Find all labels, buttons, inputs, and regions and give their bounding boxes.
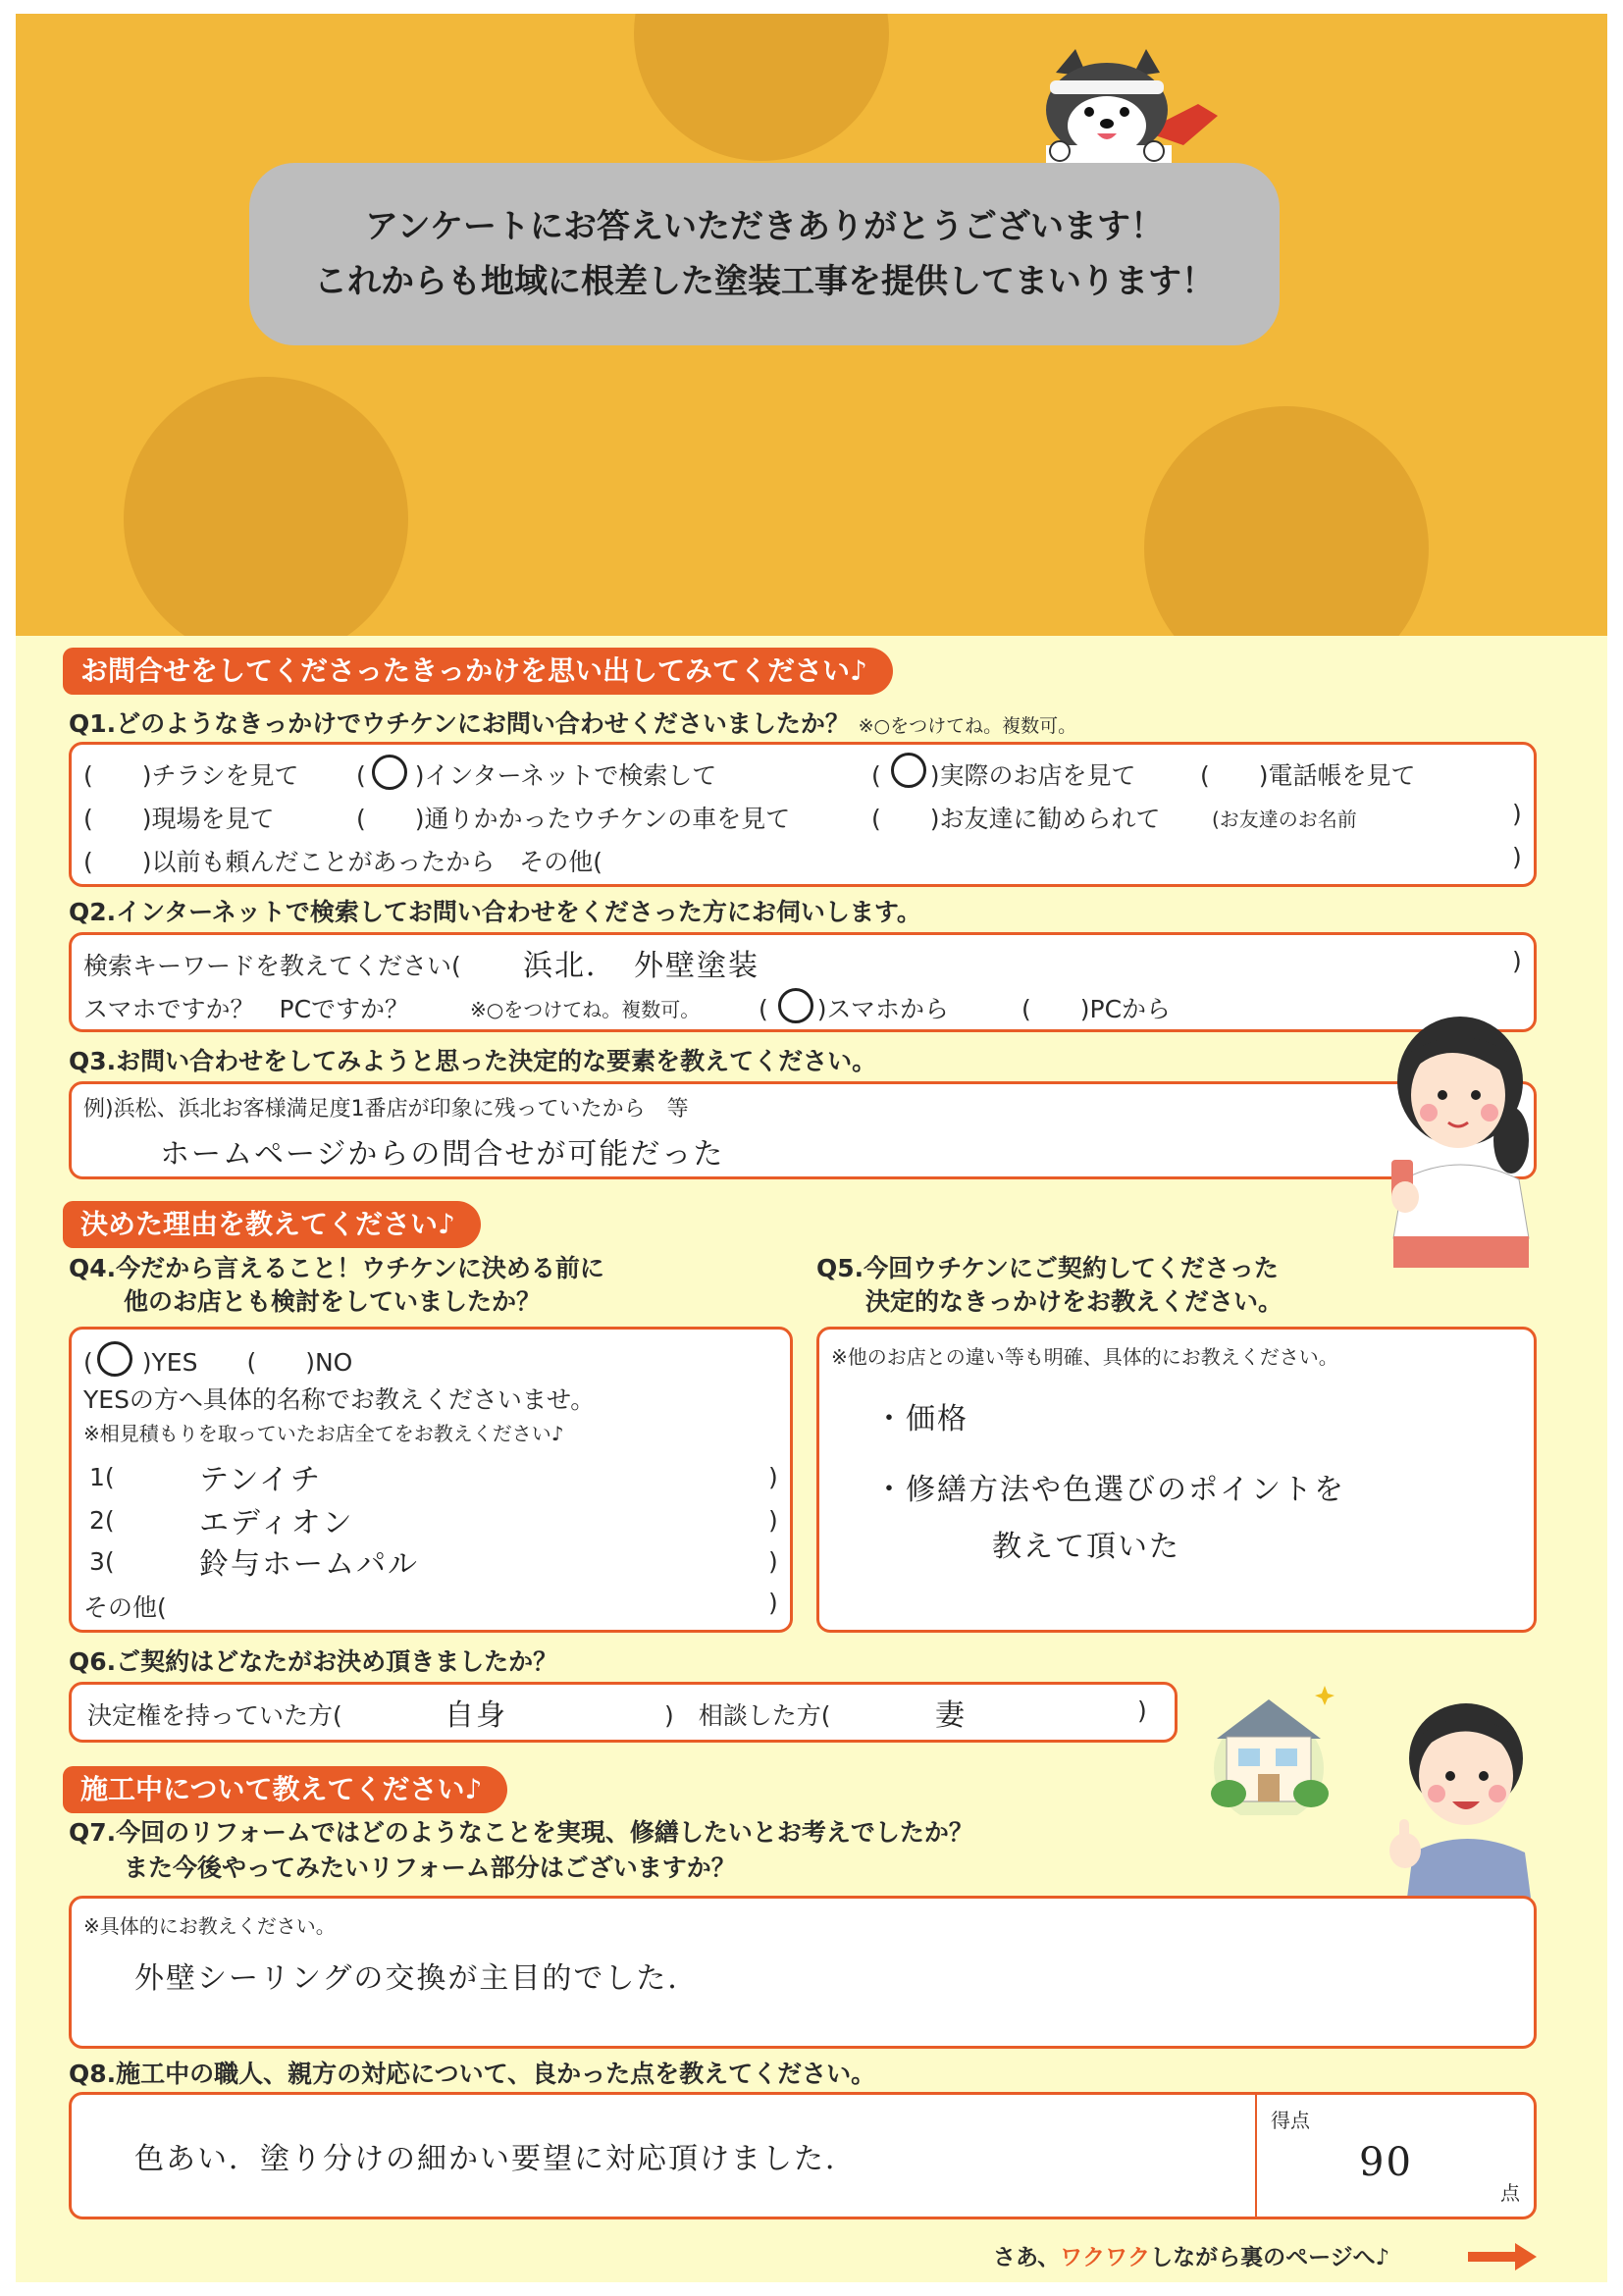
q1-friend-name-label: (お友達のお名前	[1212, 808, 1357, 831]
next-page-prompt	[993, 2239, 1389, 2271]
house-illustration	[1203, 1678, 1335, 1815]
woman-with-phone-illustration	[1382, 1013, 1539, 1268]
q6-title: Q6.ご契約はどなたがお決め頂きましたか？	[69, 1647, 558, 1676]
q1-bracket: )	[1512, 800, 1522, 828]
q7-note: ※具体的にお教えください。	[83, 1914, 336, 1938]
score-unit: 点	[1500, 2181, 1520, 2205]
q8-title: Q8.施工中の職人、親方の対応について、良かった点を教えてください。	[69, 2060, 876, 2088]
q4-bracket: )	[768, 1547, 778, 1576]
q1-note: ※○をつけてね。複数可。	[858, 715, 1077, 737]
q4-row-3-label: 3(	[89, 1547, 115, 1576]
q2-keyword-value: 浜北． 外壁塗装	[523, 949, 759, 983]
q4-competitor-2: エディオン	[199, 1506, 354, 1540]
q7-title	[69, 1815, 973, 1886]
q5-answer-line-2: ・修繕方法や色選びのポイントを	[874, 1473, 1345, 1507]
next-page-prefix: さあ、	[993, 2245, 1061, 2270]
q3-title: Q3.お問い合わせをしてみようと思った決定的な要素を教えてください。	[69, 1047, 877, 1075]
decor-dot	[124, 377, 408, 636]
q6-answer-box	[69, 1682, 1178, 1743]
section-heading-inquiry: お問合せをしてくださったきっかけを思い出してみてください♪	[63, 648, 893, 695]
selected-mark-icon	[778, 988, 813, 1023]
q2-bracket: )	[1512, 947, 1522, 975]
q1-option-friend: ( )お友達に勧められて	[871, 805, 1161, 833]
q7-answer-box	[69, 1896, 1537, 2049]
next-page-suffix: しながら裏のページへ♪	[1150, 2245, 1390, 2270]
q5-answer-line-3: 教えて頂いた	[992, 1530, 1180, 1564]
selected-mark-icon	[97, 1341, 132, 1377]
q2-device-label: スマホですか？ PCですか？	[83, 995, 410, 1023]
q2-keyword-label: 検索キーワードを教えてください(	[83, 952, 461, 980]
q6-bracket: )	[1137, 1696, 1147, 1725]
q5-note: ※他のお店との違い等も明確、具体的にお教えください。	[831, 1345, 1338, 1369]
q1-title-text: Q1.どのようなきっかけでウチケンにお問い合わせくださいましたか？	[69, 709, 850, 738]
q1-option-previous: ( )以前も頼んだことがあったから その他(	[83, 848, 603, 876]
q2-option-smartphone: ( )スマホから	[759, 995, 950, 1023]
q4-other-label: その他(	[83, 1593, 167, 1622]
section-heading-reason: 決めた理由を教えてください♪	[63, 1201, 481, 1248]
man-thumbs-up-illustration	[1387, 1696, 1535, 1898]
q1-answer-box	[69, 742, 1537, 887]
q5-answer-box	[816, 1327, 1537, 1633]
q6-consult-label: ) 相談した方(	[664, 1701, 831, 1730]
banner-line-1: アンケートにお答えいただきありがとうございます！	[365, 207, 1164, 246]
q6-decider-value: 自身	[445, 1698, 507, 1733]
q5-title-line-2: 決定的なきっかけをお教えください。	[865, 1287, 1283, 1316]
q8-answer-box	[69, 2092, 1537, 2219]
q2-answer-box	[69, 932, 1537, 1032]
selected-mark-icon	[891, 753, 926, 788]
arrow-right-icon	[1468, 2243, 1537, 2270]
q2-option-pc: ( )PCから	[1021, 995, 1172, 1023]
q7-title-line-1: Q7.今回のリフォームではどのようなことを実現、修繕したいとお考えでしたか？	[69, 1818, 973, 1847]
q3-answer-box	[69, 1081, 1537, 1179]
q2-device-note: ※○をつけてね。複数可。	[470, 998, 701, 1021]
q4-bracket: )	[768, 1463, 778, 1491]
next-page-highlight: ワクワク	[1060, 2245, 1151, 2270]
q4-row-1-label: 1(	[89, 1463, 115, 1491]
q3-example: 例)浜松、浜北お客様満足度1番店が印象に残っていたから 等	[83, 1097, 689, 1122]
q4-competitor-1: テンイチ	[199, 1463, 322, 1497]
q5-title-line-1: Q5.今回ウチケンにご契約してくださった	[816, 1254, 1279, 1282]
q4-row-2-label: 2(	[89, 1506, 115, 1535]
q7-title-line-2: また今後やってみたいリフォーム部分はございますか？	[124, 1853, 736, 1882]
q4-competitor-3: 鈴与ホームパル	[199, 1547, 419, 1582]
q4-prompt: YESの方へ具体的名称でお教えくださいませ。	[83, 1385, 596, 1414]
q5-answer-line-1: ・価格	[874, 1402, 969, 1436]
q3-answer: ホームページからの問合せが可能だった	[160, 1137, 725, 1172]
q1-option-internet: ( )インターネットで検索して	[356, 761, 717, 790]
q1-option-store: ( )実際のお店を見て	[871, 761, 1136, 790]
q4-bracket: )	[768, 1589, 778, 1617]
q4-yes-no: ( )YES ( )NO	[83, 1348, 353, 1377]
selected-mark-icon	[372, 755, 407, 790]
thank-you-banner	[249, 163, 1280, 345]
q4-note: ※相見積もりを取っていたお店全てをお教えください♪	[83, 1422, 564, 1445]
dog-mascot-illustration	[1026, 43, 1223, 167]
q1-option-car: ( )通りかかったウチケンの車を見て	[356, 805, 791, 833]
q4-title-line-1: Q4.今だから言えること！ウチケンに決める前に	[69, 1254, 604, 1282]
q6-consult-value: 妻	[935, 1698, 967, 1733]
q1-option-phonebook: ( )電話帳を見て	[1200, 761, 1416, 790]
banner-line-2: これからも地域に根差した塗装工事を提供してまいります！	[314, 262, 1215, 301]
q1-option-flyer: ( )チラシを見て	[83, 761, 299, 790]
q1-title	[69, 704, 1076, 740]
q5-title	[816, 1252, 1283, 1319]
score-label: 得点	[1271, 2109, 1310, 2132]
q1-bracket: )	[1512, 843, 1522, 871]
score-value: 90	[1359, 2140, 1413, 2185]
section-heading-construction: 施工中について教えてください♪	[63, 1766, 507, 1813]
q1-option-site: ( )現場を見て	[83, 805, 275, 833]
decor-dot	[634, 14, 889, 161]
q4-answer-box	[69, 1327, 793, 1633]
q2-title: Q2.インターネットで検索してお問い合わせをくださった方にお伺いします。	[69, 898, 921, 926]
q6-decider-label: 決定権を持っていた方(	[87, 1701, 342, 1730]
q4-title	[69, 1252, 604, 1319]
q4-title-line-2: 他のお店とも検討をしていましたか？	[124, 1287, 542, 1316]
q8-answer: 色あい．塗り分けの細かい要望に対応頂けました．	[134, 2142, 857, 2176]
q7-answer: 外壁シーリングの交換が主目的でした．	[134, 1961, 700, 1996]
q4-bracket: )	[768, 1506, 778, 1535]
decor-dot	[1144, 406, 1429, 636]
score-divider	[1255, 2095, 1257, 2217]
